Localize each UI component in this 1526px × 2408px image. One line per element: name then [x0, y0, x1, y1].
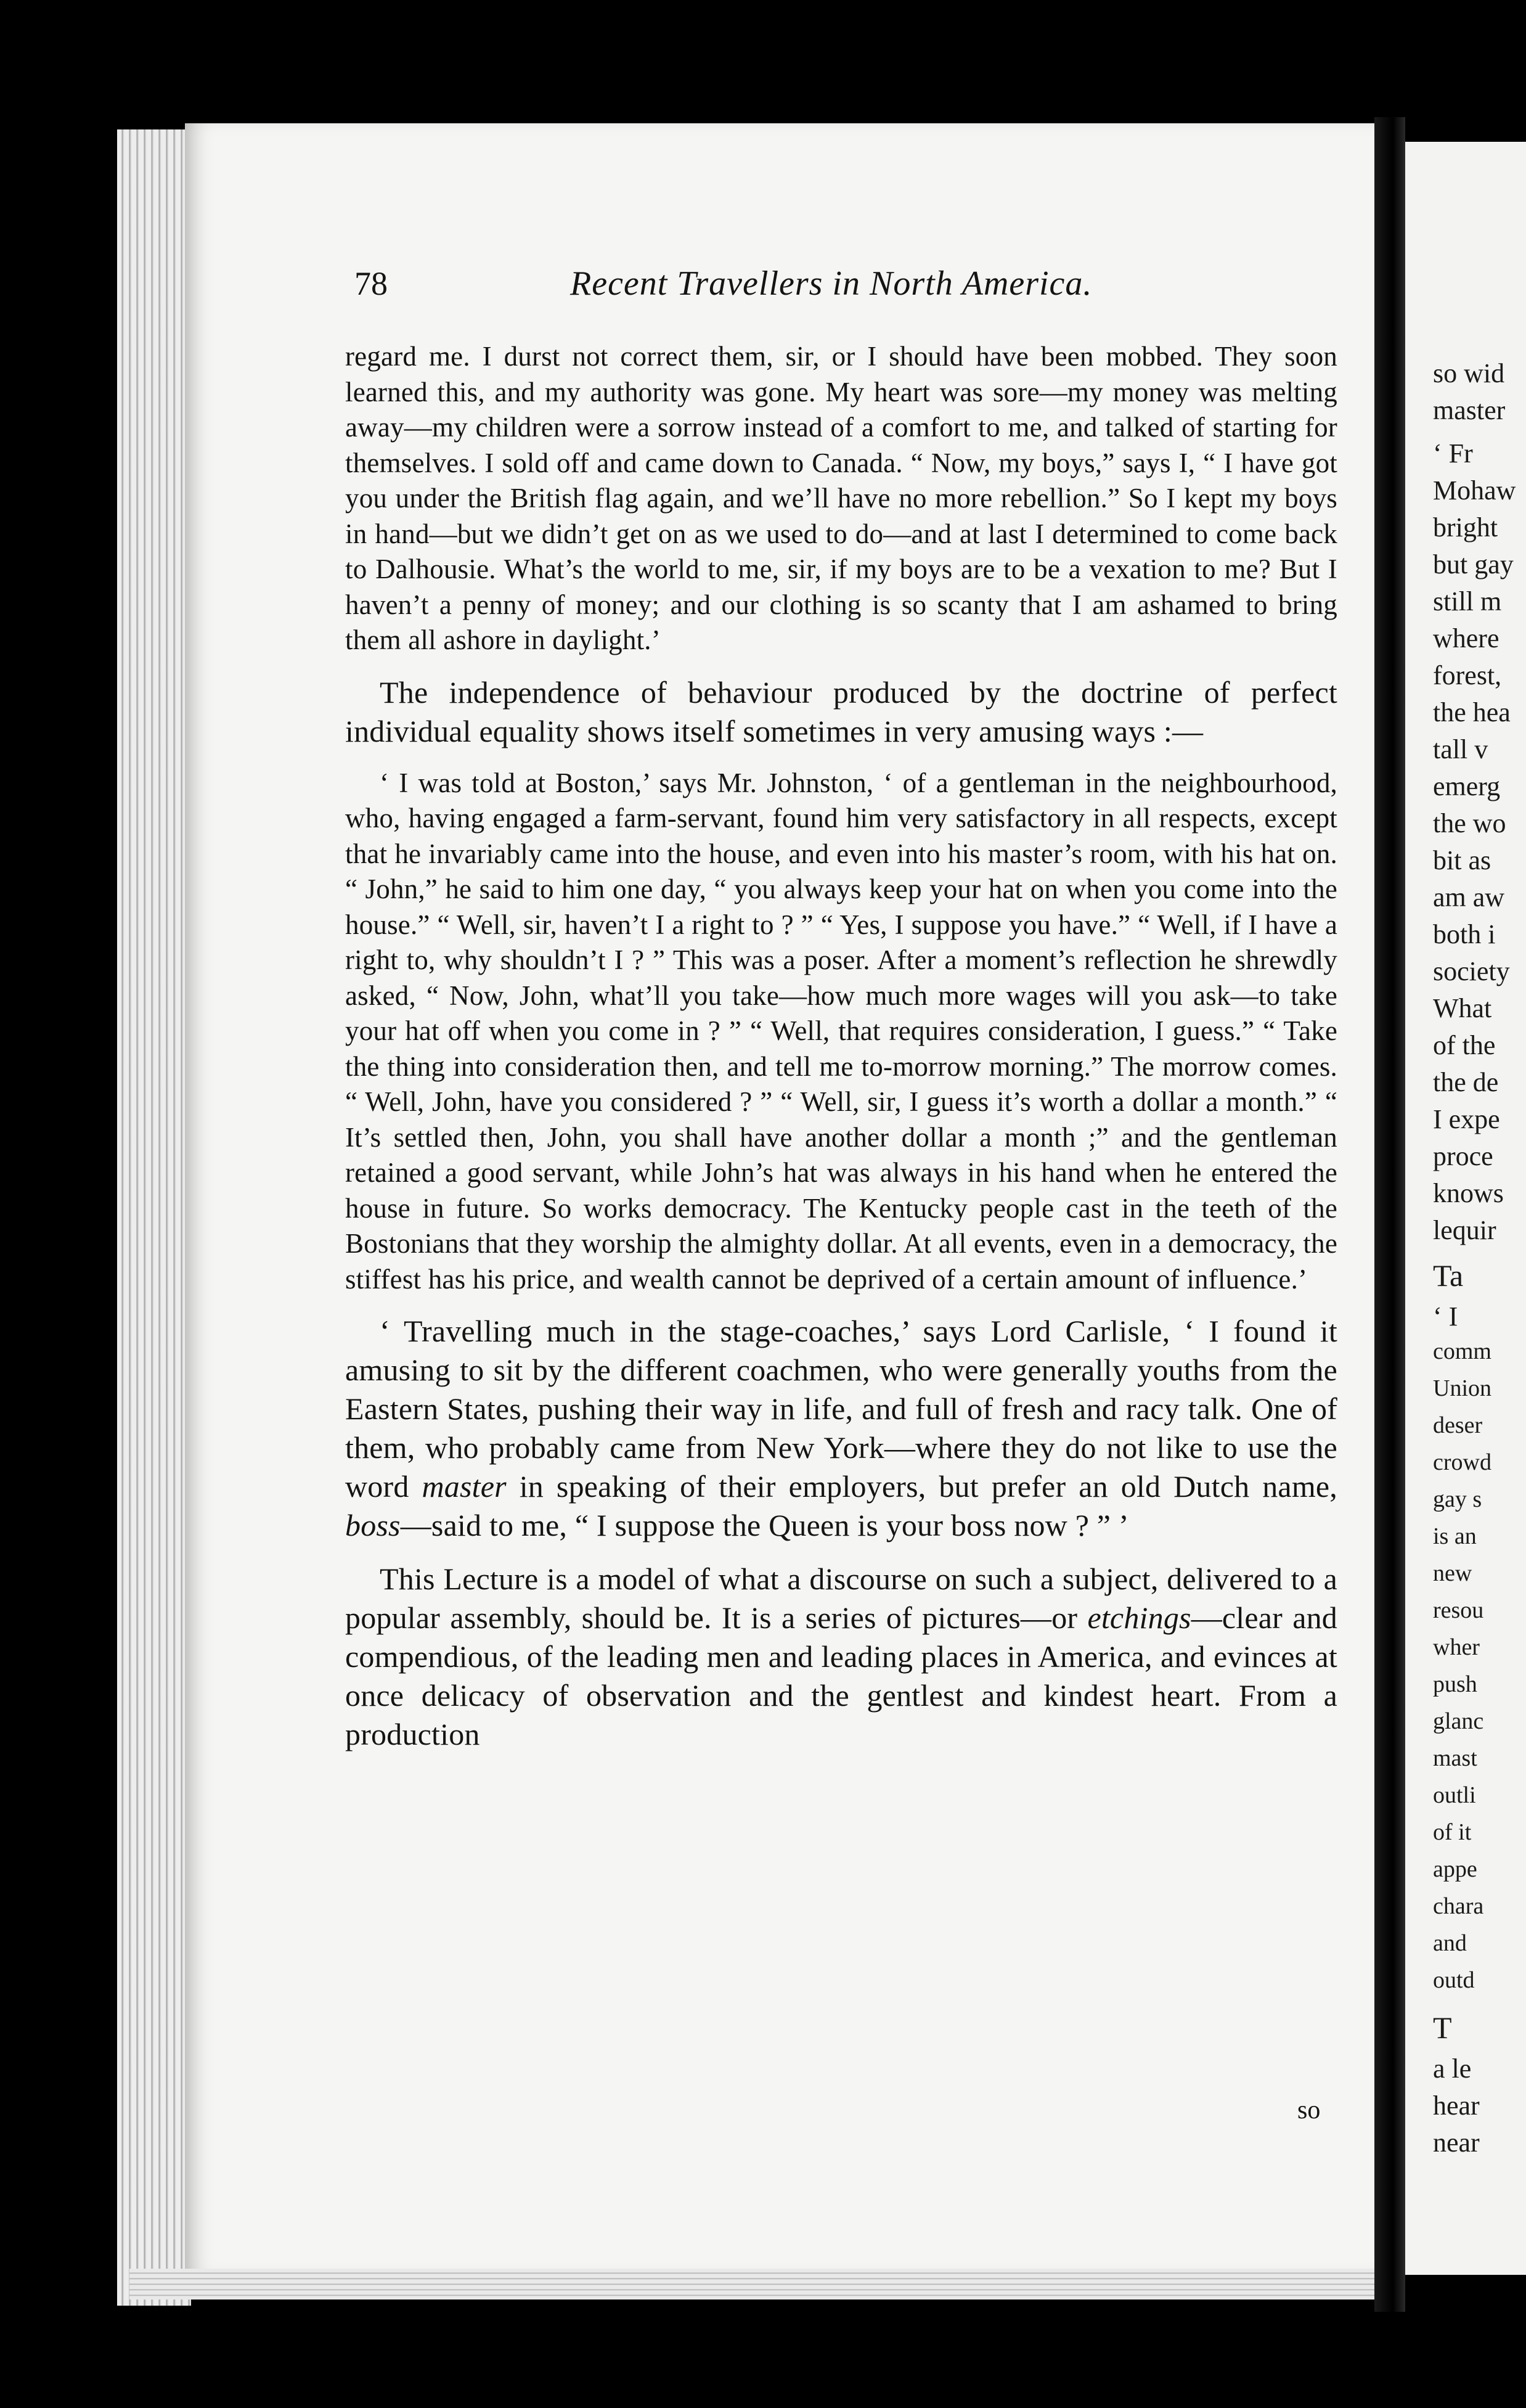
- facing-page-fragment: resou: [1433, 1597, 1484, 1623]
- facing-page-fragment: hear: [1433, 2091, 1480, 2121]
- facing-page-fragment: outli: [1433, 1782, 1476, 1808]
- running-title: Recent Travellers in North America.: [570, 264, 1093, 303]
- paragraph-quote-continued: regard me. I durst not correct them, sir, or I should have been mobbed. They soon learned this, and my authority was gone. My heart was sore—my money was melting away—my children were a sorrow instead of a comfort to me, and talked of starting for themselves. I sold off and came down to Canada. “ Now, my boys,” says I, “ I have got you under the British flag again, and we’ll have no more rebellion.” So I kept my boys in hand—but we didn’t get on as we used to do—and at last I determined to come back to Dalhousie. What’s the world to me, sir, if my boys are to be a vexation to me? But I haven’t a penny of money; and our clothing is so scanty that I am ashamed to bring them all ashore in daylight.’: [345, 341, 1337, 655]
- paragraph-johnston-quote: ‘ I was told at Boston,’ says Mr. Johnston, ‘ of a gentleman in the neighbourhood, who, having engaged a farm-servant, found him very satisfactory in all respects, except that he invariably came into the house, and even into his master’s room, with his hat on. “ John,” he said to him one day, “ you always keep your hat on when you come into the house.” “ Well, sir, haven’t I a right to ? ” “ Yes, I suppose you have.” “ Well, if I have a right to, why shouldn’t I ? ” This was a poser. After a moment’s reflection he shrewdly asked, “ Now, John, what’ll you take—how much more wages will you ask—to take your hat off when you come in ? ” “ Well, that requires consideration, I guess.” “ Take the thing into consideration then, and tell me to-morrow morning.” The morrow comes. “ Well, John, have you considered ? ” “ Well, sir, I guess it’s worth a dollar a month.” “ It’s settled then, John, you shall have another dollar a month ;” and the gentleman retained a good servant, while John’s hat was always in his hand when he entered the house in future. So works democracy. The Kentucky people cast in the teeth of the Bostonians that they worship the almighty dollar. At all events, even in a democracy, the stiffest has his price, and wealth cannot be deprived of a certain amount of influence.’: [345, 767, 1337, 1295]
- facing-page-fragment: the wo: [1433, 808, 1506, 838]
- facing-page-fragment: outd: [1433, 1967, 1475, 1993]
- facing-page-fragment: but gay: [1433, 549, 1514, 579]
- facing-page-fragment: a le: [1433, 2054, 1472, 2084]
- facing-page-fragment: Ta: [1433, 1258, 1464, 1293]
- facing-page-fragment: glanc: [1433, 1708, 1484, 1734]
- body-text: [345, 339, 1337, 2238]
- facing-page-fragment: bit as: [1433, 845, 1491, 875]
- facing-page-fragment: lequir: [1433, 1215, 1496, 1245]
- facing-page-fragment: What: [1433, 993, 1492, 1023]
- facing-page-fragment: society: [1433, 956, 1510, 986]
- facing-page-fragment: deser: [1433, 1412, 1483, 1438]
- facing-page-fragment: the hea: [1433, 697, 1511, 727]
- facing-page-fragment: the de: [1433, 1067, 1499, 1097]
- facing-page-fragment: gay s: [1433, 1486, 1482, 1512]
- book-gutter: [1374, 117, 1405, 2312]
- facing-page-fragment: appe: [1433, 1856, 1477, 1882]
- facing-page-fragment: where: [1433, 623, 1499, 653]
- facing-page-fragment: knows: [1433, 1178, 1504, 1208]
- facing-page-fragment: T: [1433, 2010, 1452, 2045]
- facing-page-fragment: of the: [1433, 1030, 1496, 1060]
- page-edges: [117, 129, 191, 2306]
- facing-page-fragment: am aw: [1433, 882, 1505, 912]
- facing-page-fragment: Mohaw: [1433, 475, 1516, 506]
- facing-page-fragment: near: [1433, 2127, 1480, 2158]
- facing-page-fragment: ‘ Fr: [1433, 438, 1473, 469]
- page-bottom-edges: [129, 2269, 1374, 2299]
- facing-page-fragment: I expe: [1433, 1104, 1500, 1134]
- facing-page-fragment: chara: [1433, 1893, 1484, 1919]
- paragraph-lecture: This Lecture is a model of what a discourse on such a subject, delivered to a popular assembly, should be. It is a series of pictures—or etchings—clear and compendious, of the leading men and leading places in America, and evinces at once delicacy of observation and the gentlest and kindest heart. From a production: [345, 1562, 1337, 1751]
- facing-page-fragment: bright: [1433, 512, 1498, 543]
- facing-page-fragment: forest,: [1433, 660, 1502, 690]
- facing-page-fragment: push: [1433, 1671, 1477, 1697]
- facing-page-fragment: new: [1433, 1560, 1472, 1586]
- facing-page-fragment: is an: [1433, 1523, 1477, 1549]
- facing-page-fragment: Union: [1433, 1375, 1491, 1401]
- facing-page-fragment: emerg: [1433, 771, 1501, 801]
- page-header: [354, 259, 1267, 308]
- facing-page-fragment: so wid: [1433, 358, 1505, 388]
- facing-page-fragment: ‘ I: [1433, 1301, 1458, 1332]
- page-number: 78: [354, 265, 388, 302]
- facing-page-fragment: mast: [1433, 1745, 1477, 1771]
- facing-page-fragment: still m: [1433, 586, 1502, 616]
- facing-page-fragment: comm: [1433, 1338, 1491, 1364]
- italic-word-master: master: [422, 1469, 507, 1504]
- facing-page-fragment: proce: [1433, 1141, 1493, 1171]
- facing-page-fragment: master: [1433, 395, 1506, 425]
- facing-page-fragment: and: [1433, 1930, 1467, 1956]
- catchword: so: [1297, 2096, 1321, 2124]
- facing-page-fragment: wher: [1433, 1634, 1480, 1660]
- italic-word-boss: boss: [345, 1508, 401, 1542]
- italic-word-etchings: etchings: [1087, 1600, 1191, 1635]
- paragraph-carlisle-quote: ‘ Travelling much in the stage-coaches,’ says Lord Carlisle, ‘ I found it amusing to sit by the different coachmen, who were generally youths from the Eastern States, pushing their way in life, and full of fresh and racy talk. One of them, who probably came from New York—where they do not like to use the word master in speaking of their employers, but prefer an old Dutch name, boss—said to me, “ I suppose the Queen is your boss now ? ” ’: [345, 1314, 1337, 1542]
- facing-page-fragment: both i: [1433, 919, 1496, 949]
- facing-page-fragment: tall v: [1433, 734, 1488, 764]
- facing-page-fragment: of it: [1433, 1819, 1472, 1845]
- paragraph-independence: The independence of behaviour produced by the doctrine of perfect individual equality shows itself sometimes in very amusing ways :—: [345, 674, 1337, 748]
- facing-page-fragment: crowd: [1433, 1449, 1491, 1475]
